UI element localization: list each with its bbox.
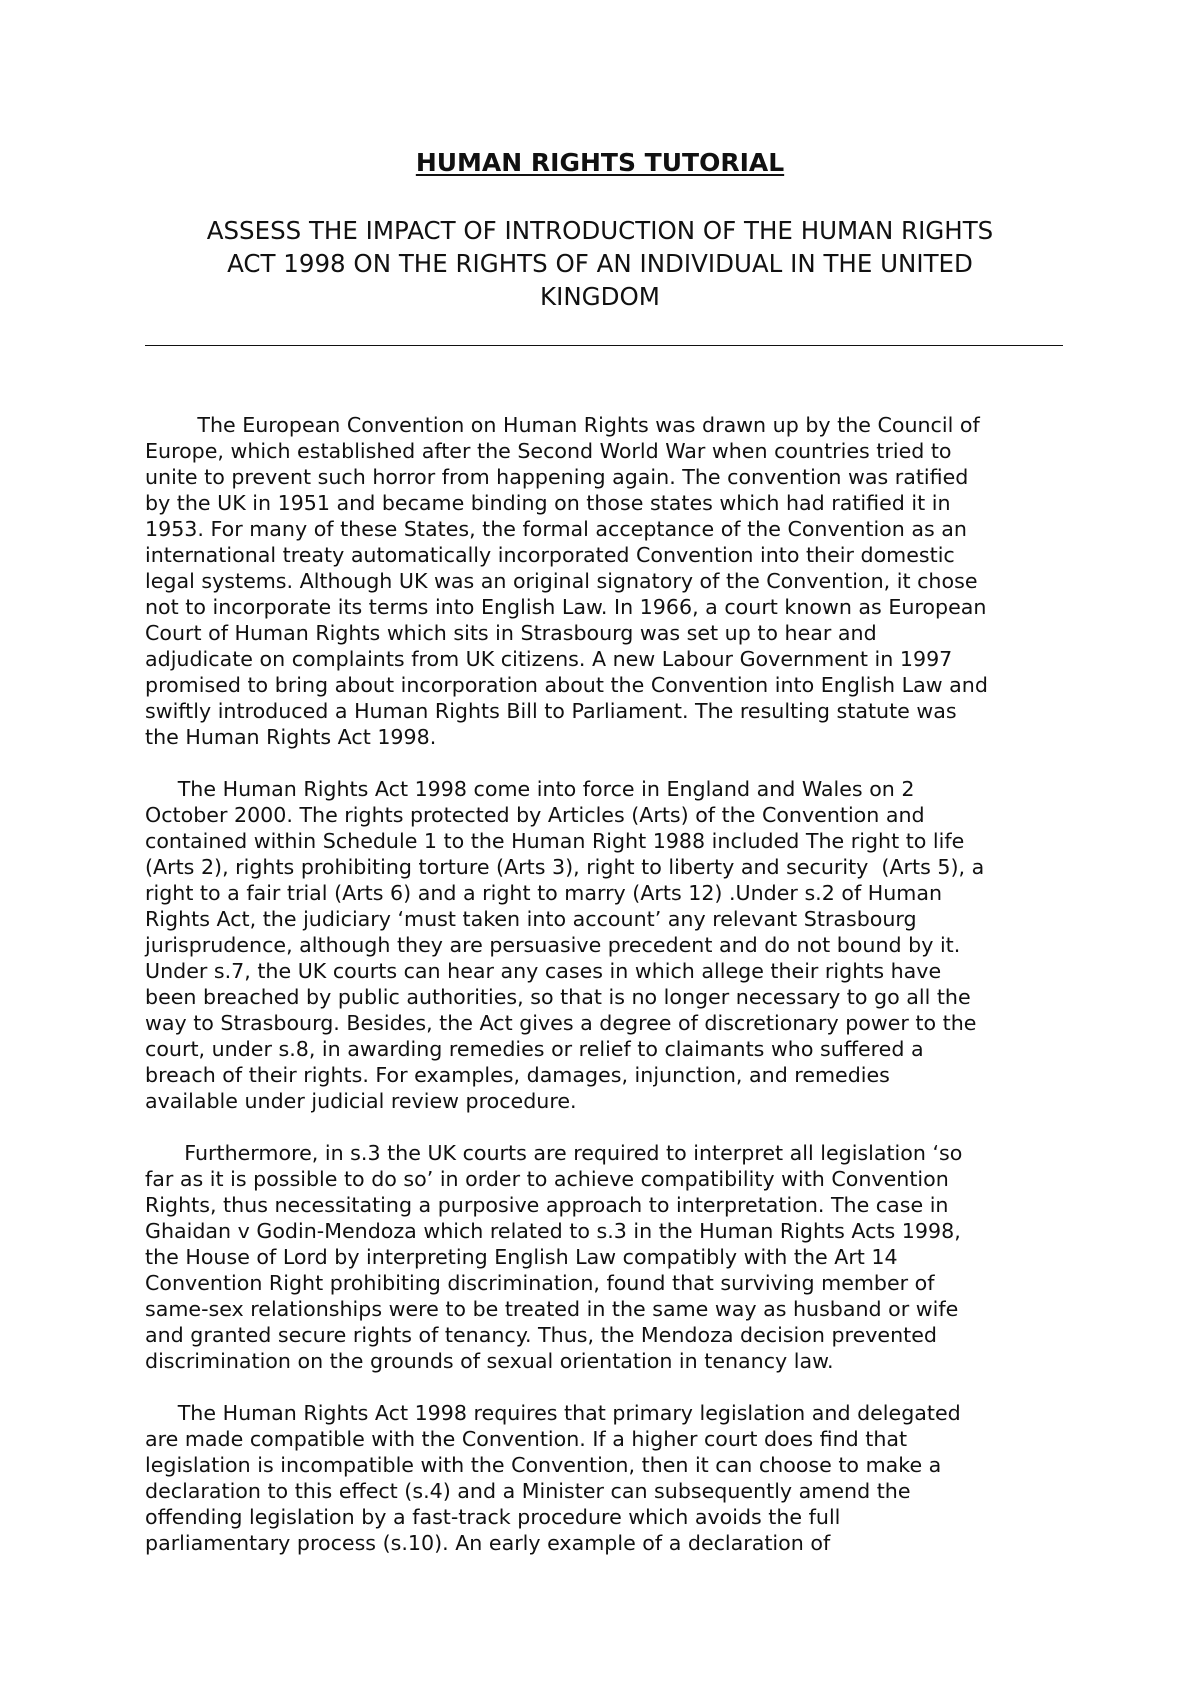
paragraph-3: Furthermore, in s.3 the UK courts are required to interpret all legislation ‘so far as it is possible to do so’ in order to achieve compatibility with Convention Rights, thus necessitating a purposive approach to interpretation. The case in Ghaidan v Godin-Mendoza which related to s.3 in the Human Rights Acts 1998, the House of Lord by interpreting English Law compatibly with the Art 14 Convention Right prohibiting discrimination, found that surviving member of same-sex relationships were to be treated in the same way as husband or wife and granted secure rights of tenancy. Thus, the Mendoza decision prevented discrimination on the grounds of sexual orientation in tenancy law.: [145, 1141, 963, 1373]
title-divider: [145, 345, 1063, 346]
paragraph-4: The Human Rights Act 1998 requires that primary legislation and delegated are made compatible with the Convention. If a higher court does find that legislation is incompatible with the Convention, then it can choose to make a declaration to this effect (s.4) and a Minister can subsequently amend the offending legislation by a fast-track procedure which avoids the full parliamentary process (s.10). An early example of a declaration of: [145, 1401, 961, 1555]
document-title: HUMAN RIGHTS TUTORIAL: [415, 148, 785, 177]
document-body: [145, 412, 1075, 1582]
document-subtitle: ASSESS THE IMPACT OF INTRODUCTION OF THE HUMAN RIGHTS ACT 1998 ON THE RIGHTS OF AN INDIVIDUAL IN THE UNITED KINGDOM: [206, 216, 994, 311]
paragraph-1: The European Convention on Human Rights was drawn up by the Council of Europe, which established after the Second World War when countries tried to unite to prevent such horror from happening again. The convention was ratified by the UK in 1951 and became binding on those states which had ratified it in 1953. For many of these States, the formal acceptance of the Convention as an international treaty automatically incorporated Convention into their domestic legal systems. Although UK was an original signatory of the Convention, it chose not to incorporate its terms into English Law. In 1966, a court known as European Court of Human Rights which sits in Strasbourg was set up to hear and adjudicate on complaints from UK citizens. A new Labour Government in 1997 promised to bring about incorporation about the Convention into English Law and swiftly introduced a Human Rights Bill to Parliament. The resulting statute was the Human Rights Act 1998.: [145, 413, 988, 749]
paragraph-2: The Human Rights Act 1998 come into force in England and Wales on 2 October 2000. The rights protected by Articles (Arts) of the Convention and contained within Schedule 1 to the Human Right 1988 included The right to life (Arts 2), rights prohibiting torture (Arts 3), right to liberty and security (Arts 5), a right to a fair trial (Arts 6) and a right to marry (Arts 12) .Under s.2 of Human Rights Act, the judiciary ‘must taken into account’ any relevant Strasbourg jurisprudence, although they are persuasive precedent and do not bound by it. Under s.7, the UK courts can hear any cases in which allege their rights have been breached by public authorities, so that is no longer necessary to go all the way to Strasbourg. Besides, the Act gives a degree of discretionary power to the court, under s.8, in awarding remedies or relief to claimants who suffered a breach of their rights. For examples, damages, injunction, and remedies available under judicial review procedure.: [145, 777, 985, 1113]
